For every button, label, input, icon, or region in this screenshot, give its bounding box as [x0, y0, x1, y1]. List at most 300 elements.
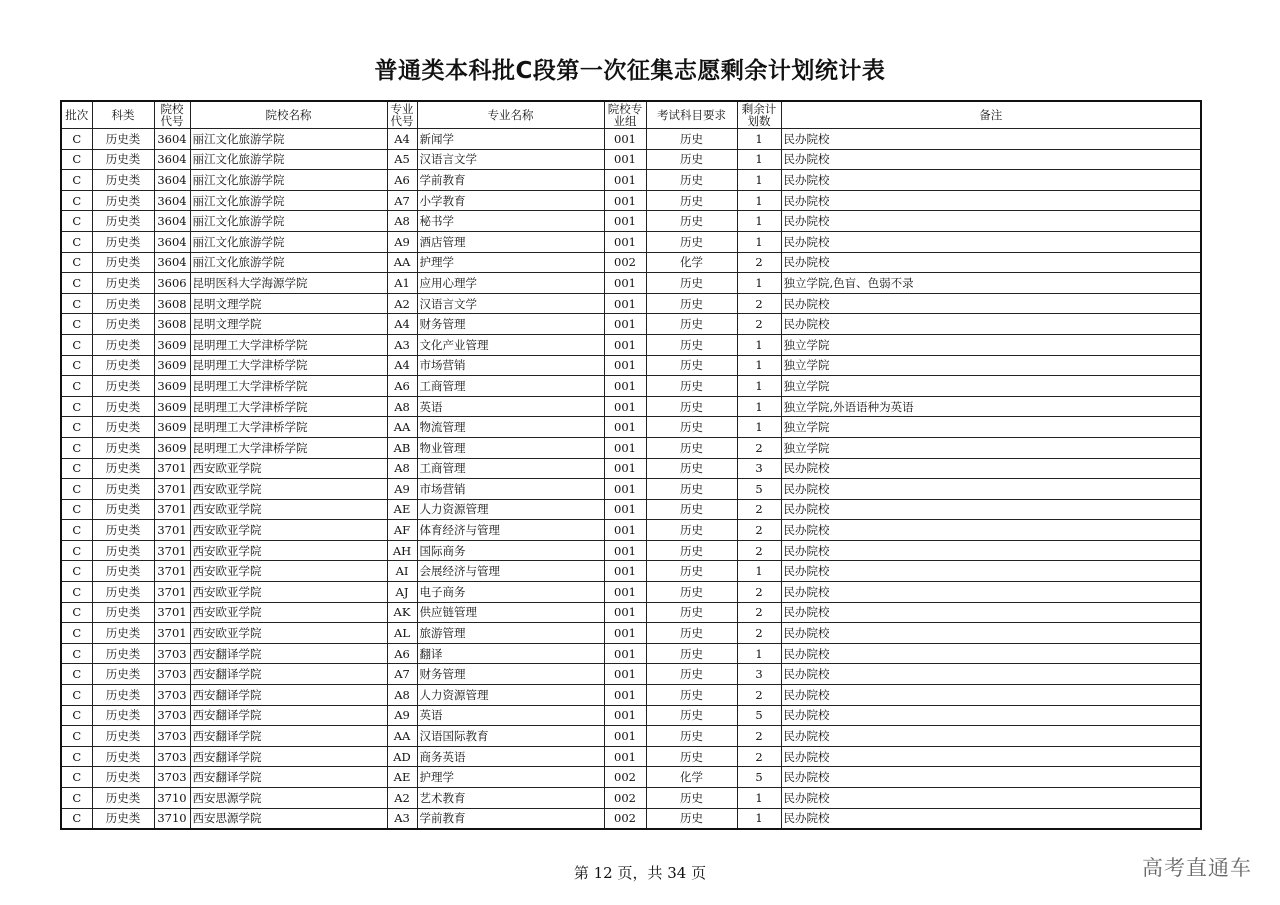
- cell-major-code: A2: [387, 788, 417, 809]
- cell-major-group: 001: [604, 273, 646, 294]
- cell-subject-requirement: 历史: [646, 129, 737, 150]
- table-row: [61, 437, 1201, 458]
- cell-major-code: A8: [387, 458, 417, 479]
- cell-school-code: 3703: [154, 685, 190, 706]
- cell-category: 历史类: [92, 149, 154, 170]
- cell-major-group: 001: [604, 726, 646, 747]
- table-row: [61, 788, 1201, 809]
- cell-subject-requirement: 历史: [646, 190, 737, 211]
- cell-remarks: 民办院校: [781, 808, 1201, 829]
- cell-remaining-plan: 1: [737, 788, 781, 809]
- cell-remaining-plan: 1: [737, 190, 781, 211]
- cell-major-group: 001: [604, 190, 646, 211]
- cell-school-code: 3609: [154, 334, 190, 355]
- cell-batch: C: [61, 582, 92, 603]
- cell-subject-requirement: 历史: [646, 211, 737, 232]
- cell-school-code: 3703: [154, 705, 190, 726]
- cell-batch: C: [61, 293, 92, 314]
- header-major-code: 专业代号: [387, 101, 417, 129]
- cell-remaining-plan: 1: [737, 808, 781, 829]
- cell-school-code: 3604: [154, 211, 190, 232]
- cell-major-group: 001: [604, 170, 646, 191]
- cell-batch: C: [61, 726, 92, 747]
- cell-major-name: 会展经济与管理: [417, 561, 604, 582]
- cell-category: 历史类: [92, 788, 154, 809]
- cell-remaining-plan: 2: [737, 314, 781, 335]
- cell-category: 历史类: [92, 685, 154, 706]
- cell-school-code: 3609: [154, 396, 190, 417]
- cell-school-code: 3609: [154, 355, 190, 376]
- table-row: [61, 129, 1201, 150]
- cell-remaining-plan: 3: [737, 664, 781, 685]
- cell-remarks: 民办院校: [781, 726, 1201, 747]
- cell-subject-requirement: 历史: [646, 499, 737, 520]
- cell-subject-requirement: 历史: [646, 437, 737, 458]
- cell-batch: C: [61, 746, 92, 767]
- cell-major-name: 财务管理: [417, 314, 604, 335]
- table-row: [61, 479, 1201, 500]
- table-row: [61, 190, 1201, 211]
- cell-subject-requirement: 历史: [646, 458, 737, 479]
- cell-batch: C: [61, 561, 92, 582]
- cell-school-code: 3701: [154, 623, 190, 644]
- cell-major-group: 001: [604, 479, 646, 500]
- cell-school-code: 3604: [154, 170, 190, 191]
- cell-major-code: A6: [387, 170, 417, 191]
- cell-category: 历史类: [92, 582, 154, 603]
- cell-major-group: 001: [604, 293, 646, 314]
- cell-batch: C: [61, 129, 92, 150]
- cell-remaining-plan: 1: [737, 334, 781, 355]
- cell-remaining-plan: 2: [737, 623, 781, 644]
- cell-major-group: 001: [604, 211, 646, 232]
- cell-subject-requirement: 历史: [646, 231, 737, 252]
- cell-batch: C: [61, 231, 92, 252]
- cell-school-name: 昆明文理学院: [190, 314, 387, 335]
- cell-category: 历史类: [92, 623, 154, 644]
- cell-major-code: AA: [387, 726, 417, 747]
- table-row: [61, 582, 1201, 603]
- cell-subject-requirement: 历史: [646, 396, 737, 417]
- cell-school-code: 3604: [154, 190, 190, 211]
- cell-remaining-plan: 1: [737, 376, 781, 397]
- cell-major-code: A3: [387, 334, 417, 355]
- cell-subject-requirement: 历史: [646, 149, 737, 170]
- cell-major-name: 市场营销: [417, 479, 604, 500]
- cell-school-name: 丽江文化旅游学院: [190, 129, 387, 150]
- cell-remarks: 民办院校: [781, 520, 1201, 541]
- cell-category: 历史类: [92, 314, 154, 335]
- cell-subject-requirement: 历史: [646, 355, 737, 376]
- cell-major-group: 001: [604, 623, 646, 644]
- cell-school-code: 3703: [154, 726, 190, 747]
- page-title: 普通类本科批C段第一次征集志愿剩余计划统计表: [374, 58, 886, 84]
- cell-major-code: A3: [387, 808, 417, 829]
- cell-major-name: 小学教育: [417, 190, 604, 211]
- cell-school-code: 3701: [154, 582, 190, 603]
- cell-major-code: A4: [387, 355, 417, 376]
- cell-school-name: 昆明文理学院: [190, 293, 387, 314]
- cell-remaining-plan: 5: [737, 479, 781, 500]
- cell-remaining-plan: 1: [737, 643, 781, 664]
- cell-major-group: 001: [604, 540, 646, 561]
- cell-major-group: 001: [604, 231, 646, 252]
- cell-major-code: AH: [387, 540, 417, 561]
- cell-batch: C: [61, 520, 92, 541]
- header-batch: 批次: [61, 101, 92, 129]
- cell-remaining-plan: 2: [737, 726, 781, 747]
- cell-batch: C: [61, 417, 92, 438]
- cell-subject-requirement: 历史: [646, 273, 737, 294]
- cell-major-code: A4: [387, 129, 417, 150]
- cell-remarks: 民办院校: [781, 479, 1201, 500]
- cell-school-name: 西安欧亚学院: [190, 540, 387, 561]
- cell-batch: C: [61, 685, 92, 706]
- cell-major-code: A5: [387, 149, 417, 170]
- cell-major-code: A6: [387, 376, 417, 397]
- cell-category: 历史类: [92, 355, 154, 376]
- table-row: [61, 293, 1201, 314]
- cell-school-name: 西安欧亚学院: [190, 561, 387, 582]
- cell-remarks: 民办院校: [781, 582, 1201, 603]
- cell-category: 历史类: [92, 293, 154, 314]
- cell-subject-requirement: 历史: [646, 705, 737, 726]
- cell-batch: C: [61, 376, 92, 397]
- table-row: [61, 417, 1201, 438]
- cell-major-group: 001: [604, 602, 646, 623]
- table-row: [61, 376, 1201, 397]
- cell-batch: C: [61, 602, 92, 623]
- cell-remarks: 独立学院: [781, 437, 1201, 458]
- cell-category: 历史类: [92, 705, 154, 726]
- cell-category: 历史类: [92, 458, 154, 479]
- cell-batch: C: [61, 334, 92, 355]
- cell-school-code: 3604: [154, 252, 190, 273]
- table-row: [61, 499, 1201, 520]
- cell-remarks: 独立学院: [781, 334, 1201, 355]
- cell-school-name: 昆明理工大学津桥学院: [190, 355, 387, 376]
- cell-subject-requirement: 历史: [646, 643, 737, 664]
- cell-category: 历史类: [92, 211, 154, 232]
- cell-major-group: 001: [604, 355, 646, 376]
- cell-school-code: 3606: [154, 273, 190, 294]
- cell-major-name: 旅游管理: [417, 623, 604, 644]
- cell-major-name: 工商管理: [417, 458, 604, 479]
- cell-major-group: 002: [604, 767, 646, 788]
- cell-batch: C: [61, 479, 92, 500]
- cell-school-code: 3703: [154, 746, 190, 767]
- cell-school-code: 3701: [154, 602, 190, 623]
- cell-remaining-plan: 1: [737, 231, 781, 252]
- cell-remarks: 独立学院: [781, 376, 1201, 397]
- cell-remarks: 民办院校: [781, 211, 1201, 232]
- cell-remaining-plan: 5: [737, 705, 781, 726]
- cell-remarks: 民办院校: [781, 685, 1201, 706]
- cell-school-code: 3703: [154, 643, 190, 664]
- table-row: [61, 685, 1201, 706]
- cell-remarks: 民办院校: [781, 643, 1201, 664]
- cell-school-code: 3703: [154, 767, 190, 788]
- cell-major-name: 汉语国际教育: [417, 726, 604, 747]
- cell-batch: C: [61, 767, 92, 788]
- cell-major-code: A7: [387, 190, 417, 211]
- cell-major-name: 汉语言文学: [417, 149, 604, 170]
- cell-school-name: 西安翻译学院: [190, 746, 387, 767]
- cell-major-name: 国际商务: [417, 540, 604, 561]
- cell-school-code: 3604: [154, 149, 190, 170]
- cell-remarks: 独立学院,外语语种为英语: [781, 396, 1201, 417]
- cell-subject-requirement: 历史: [646, 540, 737, 561]
- cell-major-name: 财务管理: [417, 664, 604, 685]
- cell-major-group: 001: [604, 129, 646, 150]
- cell-school-name: 西安欧亚学院: [190, 458, 387, 479]
- header-category: 科类: [92, 101, 154, 129]
- cell-major-name: 物流管理: [417, 417, 604, 438]
- cell-batch: C: [61, 149, 92, 170]
- cell-major-code: A9: [387, 231, 417, 252]
- cell-remarks: 民办院校: [781, 314, 1201, 335]
- cell-subject-requirement: 历史: [646, 376, 737, 397]
- header-subject-requirement: 考试科目要求: [646, 101, 737, 129]
- cell-subject-requirement: 历史: [646, 726, 737, 747]
- cell-remaining-plan: 1: [737, 170, 781, 191]
- cell-remaining-plan: 2: [737, 499, 781, 520]
- cell-major-group: 002: [604, 252, 646, 273]
- cell-major-code: A9: [387, 705, 417, 726]
- cell-school-code: 3609: [154, 437, 190, 458]
- cell-remaining-plan: 3: [737, 458, 781, 479]
- table-row: [61, 149, 1201, 170]
- cell-major-group: 001: [604, 334, 646, 355]
- cell-remarks: 独立学院,色盲、色弱不录: [781, 273, 1201, 294]
- cell-category: 历史类: [92, 252, 154, 273]
- cell-major-code: AJ: [387, 582, 417, 603]
- cell-major-group: 001: [604, 314, 646, 335]
- table-row: [61, 767, 1201, 788]
- cell-subject-requirement: 历史: [646, 685, 737, 706]
- table-row: [61, 273, 1201, 294]
- cell-school-name: 丽江文化旅游学院: [190, 211, 387, 232]
- cell-subject-requirement: 化学: [646, 767, 737, 788]
- table-row: [61, 643, 1201, 664]
- cell-batch: C: [61, 396, 92, 417]
- cell-major-name: 艺术教育: [417, 788, 604, 809]
- cell-school-name: 西安欧亚学院: [190, 499, 387, 520]
- cell-category: 历史类: [92, 129, 154, 150]
- table-row: [61, 252, 1201, 273]
- cell-category: 历史类: [92, 499, 154, 520]
- cell-school-name: 丽江文化旅游学院: [190, 149, 387, 170]
- cell-category: 历史类: [92, 808, 154, 829]
- cell-school-code: 3701: [154, 458, 190, 479]
- cell-subject-requirement: 历史: [646, 664, 737, 685]
- cell-remaining-plan: 2: [737, 540, 781, 561]
- cell-batch: C: [61, 170, 92, 191]
- cell-category: 历史类: [92, 417, 154, 438]
- cell-category: 历史类: [92, 520, 154, 541]
- cell-school-name: 西安思源学院: [190, 808, 387, 829]
- cell-subject-requirement: 历史: [646, 808, 737, 829]
- cell-school-code: 3701: [154, 520, 190, 541]
- cell-remarks: 民办院校: [781, 231, 1201, 252]
- cell-school-name: 丽江文化旅游学院: [190, 190, 387, 211]
- header-remaining-plan: 剩余计划数: [737, 101, 781, 129]
- cell-school-name: 西安翻译学院: [190, 664, 387, 685]
- cell-school-code: 3701: [154, 499, 190, 520]
- table-row: [61, 396, 1201, 417]
- cell-major-group: 001: [604, 376, 646, 397]
- cell-school-code: 3703: [154, 664, 190, 685]
- cell-batch: C: [61, 540, 92, 561]
- table-header-row: [61, 101, 1201, 129]
- cell-school-name: 昆明医科大学海源学院: [190, 273, 387, 294]
- cell-subject-requirement: 历史: [646, 561, 737, 582]
- header-major-name: 专业名称: [417, 101, 604, 129]
- cell-batch: C: [61, 437, 92, 458]
- cell-remaining-plan: 1: [737, 417, 781, 438]
- cell-remarks: 民办院校: [781, 149, 1201, 170]
- cell-school-name: 西安翻译学院: [190, 705, 387, 726]
- cell-major-group: 001: [604, 705, 646, 726]
- cell-remaining-plan: 5: [737, 767, 781, 788]
- cell-batch: C: [61, 664, 92, 685]
- cell-major-group: 002: [604, 788, 646, 809]
- cell-remarks: 民办院校: [781, 767, 1201, 788]
- cell-batch: C: [61, 623, 92, 644]
- cell-remarks: 民办院校: [781, 458, 1201, 479]
- cell-major-code: AA: [387, 252, 417, 273]
- cell-category: 历史类: [92, 561, 154, 582]
- cell-school-name: 西安欧亚学院: [190, 520, 387, 541]
- cell-school-name: 西安翻译学院: [190, 685, 387, 706]
- table-row: [61, 726, 1201, 747]
- header-major-group: 院校专业组: [604, 101, 646, 129]
- cell-remaining-plan: 2: [737, 582, 781, 603]
- cell-major-name: 物业管理: [417, 437, 604, 458]
- cell-remaining-plan: 1: [737, 211, 781, 232]
- cell-major-name: 护理学: [417, 252, 604, 273]
- cell-remaining-plan: 1: [737, 149, 781, 170]
- cell-category: 历史类: [92, 479, 154, 500]
- cell-school-code: 3609: [154, 417, 190, 438]
- cell-major-code: A8: [387, 396, 417, 417]
- cell-school-name: 西安欧亚学院: [190, 582, 387, 603]
- cell-major-code: AE: [387, 499, 417, 520]
- cell-remarks: 民办院校: [781, 561, 1201, 582]
- cell-school-name: 西安翻译学院: [190, 767, 387, 788]
- cell-remarks: 民办院校: [781, 788, 1201, 809]
- table-row: [61, 808, 1201, 829]
- cell-school-name: 西安欧亚学院: [190, 623, 387, 644]
- cell-category: 历史类: [92, 190, 154, 211]
- cell-major-group: 001: [604, 582, 646, 603]
- cell-major-group: 001: [604, 685, 646, 706]
- cell-major-code: AB: [387, 437, 417, 458]
- cell-subject-requirement: 历史: [646, 623, 737, 644]
- cell-major-group: 001: [604, 520, 646, 541]
- cell-remaining-plan: 1: [737, 355, 781, 376]
- cell-major-name: 商务英语: [417, 746, 604, 767]
- table-row: [61, 540, 1201, 561]
- cell-subject-requirement: 历史: [646, 582, 737, 603]
- cell-category: 历史类: [92, 726, 154, 747]
- cell-category: 历史类: [92, 437, 154, 458]
- cell-category: 历史类: [92, 767, 154, 788]
- cell-major-name: 酒店管理: [417, 231, 604, 252]
- cell-school-name: 西安翻译学院: [190, 643, 387, 664]
- table-row: [61, 211, 1201, 232]
- cell-remaining-plan: 2: [737, 746, 781, 767]
- cell-batch: C: [61, 273, 92, 294]
- cell-remarks: 民办院校: [781, 190, 1201, 211]
- table-row: [61, 334, 1201, 355]
- cell-remarks: 独立学院: [781, 355, 1201, 376]
- cell-subject-requirement: 历史: [646, 788, 737, 809]
- table-row: [61, 314, 1201, 335]
- cell-major-code: AA: [387, 417, 417, 438]
- cell-major-code: A4: [387, 314, 417, 335]
- cell-remaining-plan: 2: [737, 685, 781, 706]
- cell-major-code: A8: [387, 211, 417, 232]
- cell-major-group: 001: [604, 149, 646, 170]
- table-row: [61, 561, 1201, 582]
- cell-remarks: 民办院校: [781, 293, 1201, 314]
- cell-major-group: 001: [604, 458, 646, 479]
- cell-school-code: 3710: [154, 788, 190, 809]
- cell-school-code: 3604: [154, 129, 190, 150]
- cell-subject-requirement: 历史: [646, 479, 737, 500]
- cell-remarks: 民办院校: [781, 623, 1201, 644]
- cell-major-group: 001: [604, 561, 646, 582]
- cell-school-name: 丽江文化旅游学院: [190, 231, 387, 252]
- cell-remaining-plan: 1: [737, 129, 781, 150]
- cell-category: 历史类: [92, 540, 154, 561]
- cell-remarks: 民办院校: [781, 705, 1201, 726]
- cell-major-group: 002: [604, 808, 646, 829]
- cell-school-name: 丽江文化旅游学院: [190, 170, 387, 191]
- page-footer: 第 12 页，共 34 页: [573, 864, 707, 882]
- cell-batch: C: [61, 355, 92, 376]
- cell-school-name: 昆明理工大学津桥学院: [190, 417, 387, 438]
- cell-major-code: A1: [387, 273, 417, 294]
- cell-category: 历史类: [92, 170, 154, 191]
- cell-remaining-plan: 1: [737, 396, 781, 417]
- cell-remaining-plan: 1: [737, 273, 781, 294]
- cell-major-code: AD: [387, 746, 417, 767]
- cell-subject-requirement: 历史: [646, 520, 737, 541]
- cell-major-name: 新闻学: [417, 129, 604, 150]
- cell-remaining-plan: 1: [737, 561, 781, 582]
- cell-remaining-plan: 2: [737, 602, 781, 623]
- cell-batch: C: [61, 808, 92, 829]
- cell-school-name: 西安翻译学院: [190, 726, 387, 747]
- cell-batch: C: [61, 252, 92, 273]
- cell-major-code: AK: [387, 602, 417, 623]
- table-row: [61, 602, 1201, 623]
- cell-major-name: 工商管理: [417, 376, 604, 397]
- cell-major-name: 秘书学: [417, 211, 604, 232]
- cell-major-code: A9: [387, 479, 417, 500]
- table-row: [61, 458, 1201, 479]
- cell-major-name: 英语: [417, 396, 604, 417]
- cell-school-code: 3608: [154, 314, 190, 335]
- cell-batch: C: [61, 643, 92, 664]
- cell-category: 历史类: [92, 602, 154, 623]
- cell-subject-requirement: 历史: [646, 334, 737, 355]
- cell-school-code: 3701: [154, 540, 190, 561]
- cell-school-name: 昆明理工大学津桥学院: [190, 334, 387, 355]
- cell-major-name: 护理学: [417, 767, 604, 788]
